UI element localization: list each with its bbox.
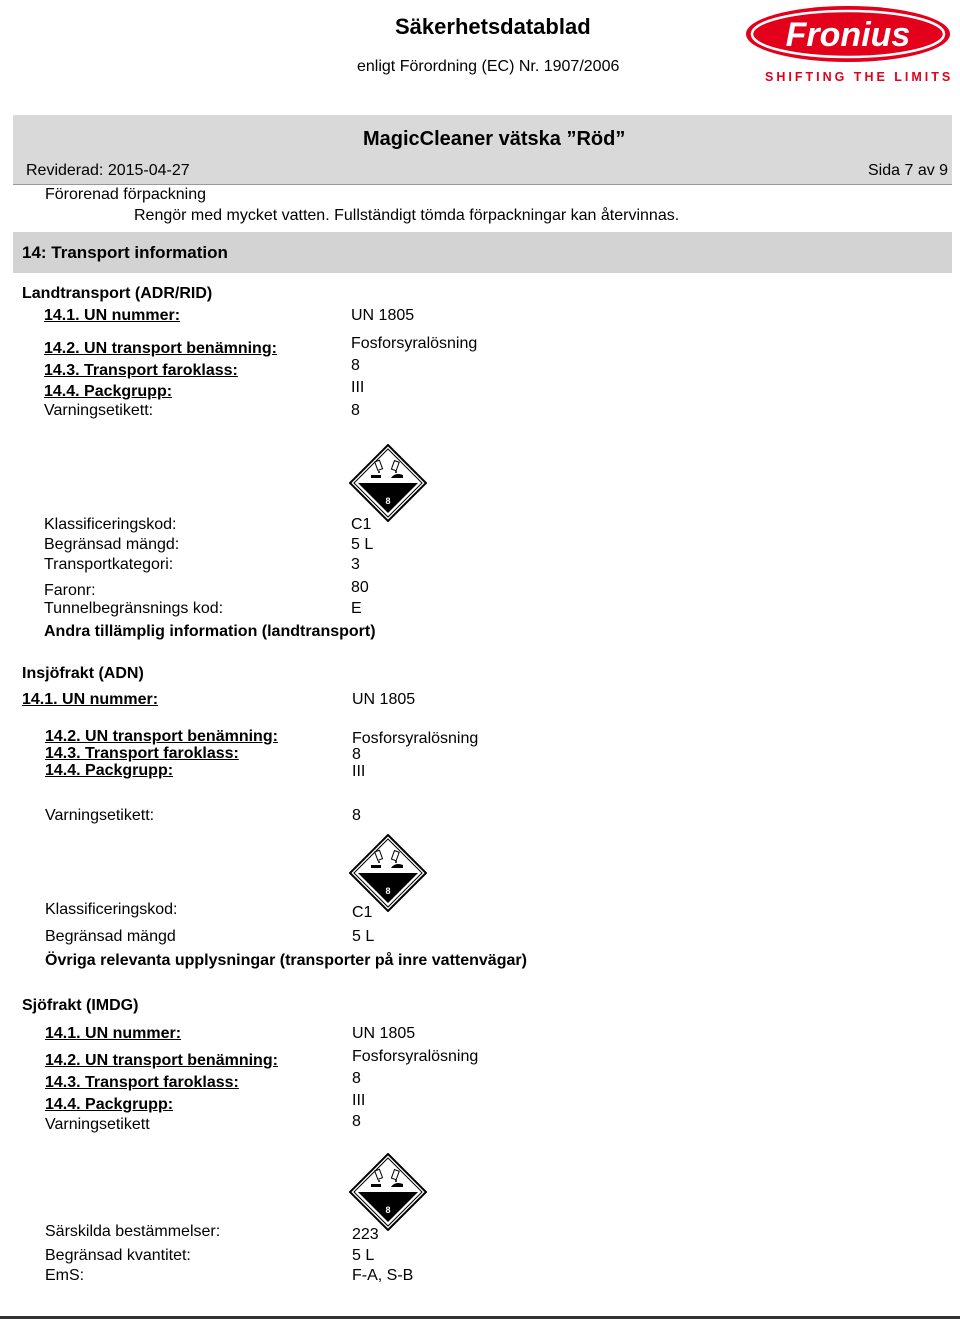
- document-title: Säkerhetsdatablad: [395, 14, 591, 39]
- logo-text: Fronius: [785, 16, 911, 54]
- sea-ems-label: EmS:: [45, 1267, 85, 1284]
- inland-code-value: C1: [352, 904, 373, 921]
- inland-limited-value: 5 L: [352, 928, 375, 945]
- land-un-label: 14.1. UN nummer:: [44, 307, 181, 324]
- land-tunnel-label: Tunnelbegränsnings kod:: [44, 600, 224, 617]
- sea-pack-value: III: [352, 1092, 366, 1109]
- inland-name-value: Fosforsyralösning: [352, 730, 479, 747]
- sea-warning-value: 8: [352, 1113, 361, 1130]
- sea-class-label: 14.3. Transport faroklass:: [45, 1074, 239, 1091]
- land-class-label: 14.3. Transport faroklass:: [44, 362, 238, 379]
- contaminated-packaging-heading: Förorenad förpackning: [45, 186, 206, 203]
- inland-corrosive-diamond: [349, 834, 427, 912]
- sea-diamond-number: 8: [385, 1205, 391, 1215]
- sea-ems-value: F-A, S-B: [352, 1267, 414, 1284]
- land-code-label: Klassificeringskod:: [44, 516, 177, 533]
- land-pack-label: 14.4. Packgrupp:: [44, 383, 173, 400]
- product-name: MagicCleaner vätska ”Röd”: [363, 128, 626, 150]
- sea-warning-label: Varningsetikett: [45, 1116, 150, 1133]
- sea-name-value: Fosforsyralösning: [352, 1048, 479, 1065]
- land-limited-value: 5 L: [351, 536, 374, 553]
- land-category-label: Transportkategori:: [44, 556, 174, 573]
- fronius-logo: [745, 4, 953, 88]
- inland-un-value: UN 1805: [352, 691, 416, 708]
- sea-corrosive-diamond: [349, 1153, 427, 1231]
- land-code-value: C1: [351, 516, 372, 533]
- land-hazard-value: 80: [351, 579, 369, 596]
- sea-pack-label: 14.4. Packgrupp:: [45, 1096, 174, 1113]
- header-divider: [13, 184, 952, 185]
- corrosive-icon: [349, 1153, 427, 1231]
- land-other-heading: Andra tillämplig information (landtransport): [44, 623, 376, 640]
- land-warning-value: 8: [351, 402, 360, 419]
- land-hazard-label: Faronr:: [44, 582, 96, 599]
- inland-limited-label: Begränsad mängd: [45, 928, 176, 945]
- logo-slogan: SHIFTING THE LIMITS: [765, 70, 954, 84]
- sea-special-value: 223: [352, 1226, 379, 1243]
- inland-code-label: Klassificeringskod:: [45, 901, 178, 918]
- page-number: Sida 7 av 9: [868, 162, 949, 179]
- sea-limited-value: 5 L: [352, 1247, 375, 1264]
- land-name-label: 14.2. UN transport benämning:: [44, 340, 277, 357]
- land-heading: Landtransport (ADR/RID): [22, 285, 213, 302]
- inland-class-value: 8: [352, 746, 361, 763]
- inland-diamond-number: 8: [385, 886, 391, 896]
- land-pack-value: III: [351, 379, 365, 396]
- land-warning-label: Varningsetikett:: [44, 402, 154, 419]
- land-name-value: Fosforsyralösning: [351, 335, 478, 352]
- revision-date: Reviderad: 2015-04-27: [26, 162, 190, 179]
- fronius-logo-icon: [745, 4, 953, 64]
- sea-name-label: 14.2. UN transport benämning:: [45, 1052, 278, 1069]
- land-corrosive-diamond: [349, 444, 427, 522]
- regulation-reference: enligt Förordning (EC) Nr. 1907/2006: [357, 58, 620, 75]
- sea-heading: Sjöfrakt (IMDG): [22, 997, 139, 1014]
- land-category-value: 3: [351, 556, 360, 573]
- inland-un-label: 14.1. UN nummer:: [22, 691, 159, 708]
- sea-limited-label: Begränsad kvantitet:: [45, 1247, 191, 1264]
- section-14-title: 14: Transport information: [22, 243, 228, 262]
- sea-class-value: 8: [352, 1070, 361, 1087]
- sea-special-label: Särskilda bestämmelser:: [45, 1223, 221, 1240]
- inland-class-label: 14.3. Transport faroklass:: [45, 745, 239, 762]
- inland-heading: Insjöfrakt (ADN): [22, 665, 144, 682]
- inland-warning-label: Varningsetikett:: [45, 807, 155, 824]
- inland-warning-value: 8: [352, 807, 361, 824]
- inland-pack-value: III: [352, 763, 366, 780]
- contaminated-packaging-text: Rengör med mycket vatten. Fullständigt tömda förpackningar kan återvinnas.: [134, 207, 680, 224]
- inland-pack-label: 14.4. Packgrupp:: [45, 762, 174, 779]
- sea-un-value: UN 1805: [352, 1025, 416, 1042]
- land-class-value: 8: [351, 357, 360, 374]
- land-tunnel-value: E: [351, 600, 362, 617]
- corrosive-icon: [349, 444, 427, 522]
- sea-un-label: 14.1. UN nummer:: [45, 1025, 182, 1042]
- land-un-value: UN 1805: [351, 307, 415, 324]
- inland-name-label: 14.2. UN transport benämning:: [45, 728, 278, 745]
- corrosive-icon: [349, 834, 427, 912]
- inland-other-heading: Övriga relevanta upplysningar (transporter på inre vattenvägar): [45, 952, 527, 969]
- land-diamond-number: 8: [385, 496, 391, 506]
- land-limited-label: Begränsad mängd:: [44, 536, 180, 553]
